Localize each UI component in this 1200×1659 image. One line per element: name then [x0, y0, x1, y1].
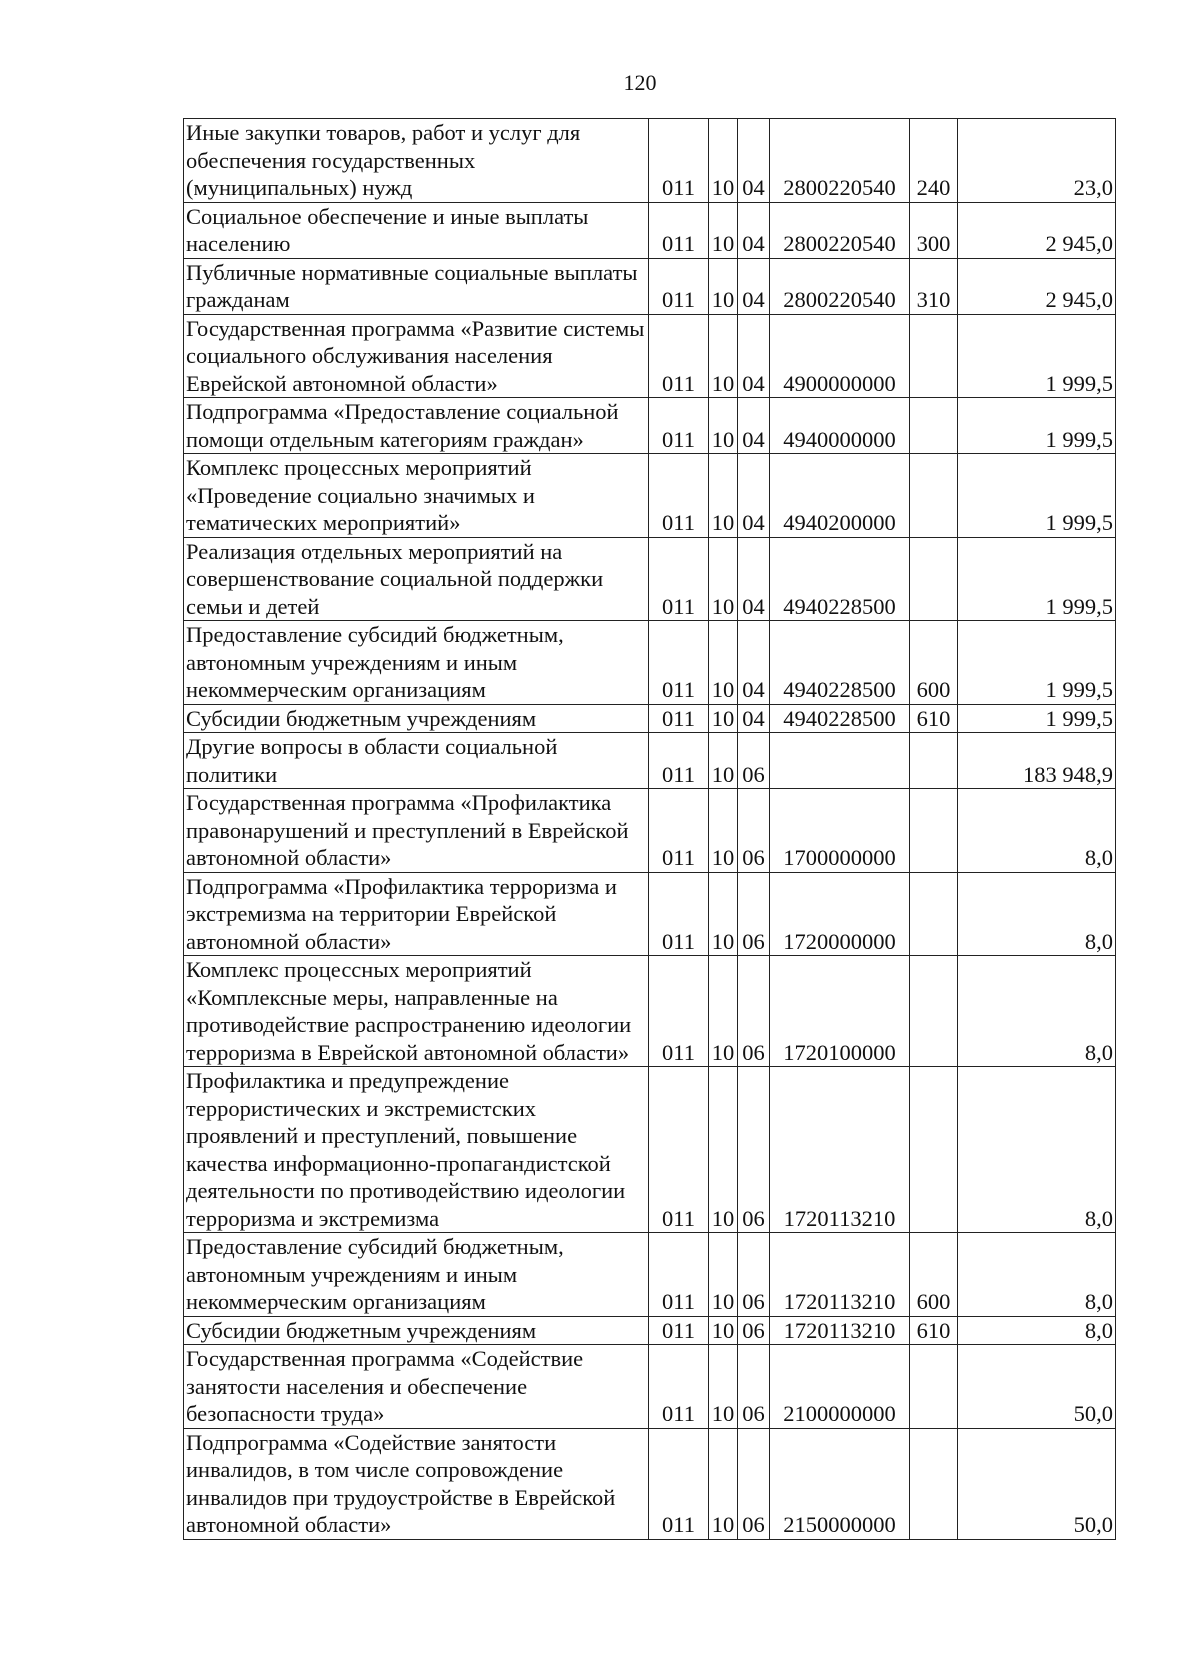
target-article-code-cell: 2150000000	[770, 1428, 910, 1539]
expense-type-code-cell: 240	[910, 119, 958, 203]
table-row	[184, 202, 1116, 258]
expense-type-code-cell	[910, 454, 958, 538]
expense-type-code-cell	[910, 956, 958, 1067]
subsection-code-cell: 04	[738, 314, 770, 398]
target-article-code-cell: 4900000000	[770, 314, 910, 398]
amount-cell: 8,0	[958, 956, 1116, 1067]
table-row	[184, 872, 1116, 956]
amount-cell: 8,0	[958, 872, 1116, 956]
ministry-code-cell: 011	[649, 454, 709, 538]
subsection-code-cell: 04	[738, 258, 770, 314]
table-row	[184, 704, 1116, 733]
section-code-cell: 10	[709, 956, 738, 1067]
section-code-cell: 10	[709, 1428, 738, 1539]
section-code-cell: 10	[709, 733, 738, 789]
item-name-cell: Субсидии бюджетным учреждениям	[184, 1316, 649, 1345]
table-row	[184, 1316, 1116, 1345]
expense-type-code-cell	[910, 1428, 958, 1539]
expense-type-code-cell	[910, 1067, 958, 1233]
subsection-code-cell: 06	[738, 1316, 770, 1345]
item-name-cell: Подпрограмма «Предоставление социальной помощи отдельным категориям граждан»	[184, 398, 649, 454]
ministry-code-cell: 011	[649, 1345, 709, 1429]
ministry-code-cell: 011	[649, 1067, 709, 1233]
section-code-cell: 10	[709, 454, 738, 538]
ministry-code-cell: 011	[649, 733, 709, 789]
expense-type-code-cell	[910, 1345, 958, 1429]
section-code-cell: 10	[709, 1067, 738, 1233]
ministry-code-cell: 011	[649, 119, 709, 203]
expense-type-code-cell: 300	[910, 202, 958, 258]
expense-type-code-cell	[910, 314, 958, 398]
table-row	[184, 789, 1116, 873]
amount-cell: 1 999,5	[958, 704, 1116, 733]
subsection-code-cell: 04	[738, 621, 770, 705]
subsection-code-cell: 06	[738, 1345, 770, 1429]
target-article-code-cell: 1720000000	[770, 872, 910, 956]
subsection-code-cell: 04	[738, 537, 770, 621]
section-code-cell: 10	[709, 621, 738, 705]
amount-cell: 8,0	[958, 789, 1116, 873]
section-code-cell: 10	[709, 1316, 738, 1345]
subsection-code-cell: 06	[738, 789, 770, 873]
amount-cell: 23,0	[958, 119, 1116, 203]
target-article-code-cell: 2100000000	[770, 1345, 910, 1429]
table-row	[184, 258, 1116, 314]
subsection-code-cell: 06	[738, 1428, 770, 1539]
subsection-code-cell: 06	[738, 1233, 770, 1317]
ministry-code-cell: 011	[649, 1316, 709, 1345]
subsection-code-cell: 04	[738, 454, 770, 538]
expense-type-code-cell	[910, 789, 958, 873]
page-number: 120	[623, 70, 657, 95]
section-code-cell: 10	[709, 1233, 738, 1317]
ministry-code-cell: 011	[649, 704, 709, 733]
section-code-cell: 10	[709, 704, 738, 733]
target-article-code-cell: 2800220540	[770, 119, 910, 203]
item-name-cell: Другие вопросы в области социальной политики	[184, 733, 649, 789]
subsection-code-cell: 06	[738, 872, 770, 956]
expense-type-code-cell: 310	[910, 258, 958, 314]
budget-table	[183, 118, 1116, 1540]
item-name-cell: Социальное обеспечение и иные выплаты населению	[184, 202, 649, 258]
subsection-code-cell: 04	[738, 202, 770, 258]
expense-type-code-cell	[910, 398, 958, 454]
target-article-code-cell: 2800220540	[770, 202, 910, 258]
table-row	[184, 537, 1116, 621]
expense-type-code-cell: 600	[910, 1233, 958, 1317]
target-article-code-cell: 1720113210	[770, 1067, 910, 1233]
target-article-code-cell: 1700000000	[770, 789, 910, 873]
target-article-code-cell: 2800220540	[770, 258, 910, 314]
amount-cell: 8,0	[958, 1316, 1116, 1345]
item-name-cell: Предоставление субсидий бюджетным, автономным учреждениям и иным некоммерческим организациям	[184, 621, 649, 705]
expense-type-code-cell: 610	[910, 704, 958, 733]
item-name-cell: Реализация отдельных мероприятий на совершенствование социальной поддержки семьи и детей	[184, 537, 649, 621]
ministry-code-cell: 011	[649, 258, 709, 314]
target-article-code-cell	[770, 733, 910, 789]
target-article-code-cell: 4940228500	[770, 621, 910, 705]
table-row	[184, 621, 1116, 705]
subsection-code-cell: 04	[738, 119, 770, 203]
amount-cell: 183 948,9	[958, 733, 1116, 789]
ministry-code-cell: 011	[649, 872, 709, 956]
table-row	[184, 1067, 1116, 1233]
table-row	[184, 956, 1116, 1067]
expense-type-code-cell: 610	[910, 1316, 958, 1345]
amount-cell: 1 999,5	[958, 621, 1116, 705]
ministry-code-cell: 011	[649, 398, 709, 454]
amount-cell: 50,0	[958, 1428, 1116, 1539]
amount-cell: 1 999,5	[958, 537, 1116, 621]
item-name-cell: Государственная программа «Профилактика правонарушений и преступлений в Еврейской автономной области»	[184, 789, 649, 873]
item-name-cell: Публичные нормативные социальные выплаты гражданам	[184, 258, 649, 314]
item-name-cell: Подпрограмма «Содействие занятости инвалидов, в том числе сопровождение инвалидов при трудоустройстве в Еврейской автономной области»	[184, 1428, 649, 1539]
item-name-cell: Предоставление субсидий бюджетным, автономным учреждениям и иным некоммерческим организациям	[184, 1233, 649, 1317]
target-article-code-cell: 1720113210	[770, 1233, 910, 1317]
section-code-cell: 10	[709, 119, 738, 203]
table-row	[184, 733, 1116, 789]
ministry-code-cell: 011	[649, 789, 709, 873]
ministry-code-cell: 011	[649, 1233, 709, 1317]
amount-cell: 2 945,0	[958, 258, 1116, 314]
section-code-cell: 10	[709, 398, 738, 454]
ministry-code-cell: 011	[649, 314, 709, 398]
amount-cell: 1 999,5	[958, 314, 1116, 398]
subsection-code-cell: 04	[738, 704, 770, 733]
table-row	[184, 1428, 1116, 1539]
expense-type-code-cell	[910, 733, 958, 789]
target-article-code-cell: 4940000000	[770, 398, 910, 454]
section-code-cell: 10	[709, 202, 738, 258]
item-name-cell: Комплекс процессных мероприятий «Комплексные меры, направленные на противодействие распространению идеологии терроризма в Еврейской автономной области»	[184, 956, 649, 1067]
amount-cell: 1 999,5	[958, 398, 1116, 454]
item-name-cell: Подпрограмма «Профилактика терроризма и экстремизма на территории Еврейской автономной области»	[184, 872, 649, 956]
item-name-cell: Государственная программа «Развитие системы социального обслуживания населения Еврейской автономной области»	[184, 314, 649, 398]
ministry-code-cell: 011	[649, 537, 709, 621]
expense-type-code-cell: 600	[910, 621, 958, 705]
item-name-cell: Иные закупки товаров, работ и услуг для обеспечения государственных (муниципальных) нужд	[184, 119, 649, 203]
amount-cell: 8,0	[958, 1067, 1116, 1233]
table-row	[184, 119, 1116, 203]
target-article-code-cell: 4940200000	[770, 454, 910, 538]
section-code-cell: 10	[709, 258, 738, 314]
ministry-code-cell: 011	[649, 621, 709, 705]
section-code-cell: 10	[709, 872, 738, 956]
section-code-cell: 10	[709, 1345, 738, 1429]
ministry-code-cell: 011	[649, 1428, 709, 1539]
amount-cell: 50,0	[958, 1345, 1116, 1429]
item-name-cell: Государственная программа «Содействие занятости населения и обеспечение безопасности труда»	[184, 1345, 649, 1429]
section-code-cell: 10	[709, 314, 738, 398]
expense-type-code-cell	[910, 537, 958, 621]
subsection-code-cell: 06	[738, 956, 770, 1067]
item-name-cell: Профилактика и предупреждение террористических и экстремистских проявлений и преступлений, повышение качества информационно-пропагандистской деятельности по противодействию идеологии терроризма и экстремизма	[184, 1067, 649, 1233]
section-code-cell: 10	[709, 789, 738, 873]
amount-cell: 1 999,5	[958, 454, 1116, 538]
target-article-code-cell: 1720113210	[770, 1316, 910, 1345]
amount-cell: 8,0	[958, 1233, 1116, 1317]
item-name-cell: Комплекс процессных мероприятий «Проведение социально значимых и тематических мероприятий»	[184, 454, 649, 538]
table-row	[184, 1233, 1116, 1317]
ministry-code-cell: 011	[649, 202, 709, 258]
subsection-code-cell: 06	[738, 733, 770, 789]
ministry-code-cell: 011	[649, 956, 709, 1067]
item-name-cell: Субсидии бюджетным учреждениям	[184, 704, 649, 733]
target-article-code-cell: 4940228500	[770, 704, 910, 733]
target-article-code-cell: 4940228500	[770, 537, 910, 621]
target-article-code-cell: 1720100000	[770, 956, 910, 1067]
section-code-cell: 10	[709, 537, 738, 621]
expense-type-code-cell	[910, 872, 958, 956]
table-row	[184, 398, 1116, 454]
subsection-code-cell: 06	[738, 1067, 770, 1233]
subsection-code-cell: 04	[738, 398, 770, 454]
table-row	[184, 454, 1116, 538]
amount-cell: 2 945,0	[958, 202, 1116, 258]
table-row	[184, 314, 1116, 398]
budget-table-body	[184, 119, 1116, 1540]
table-row	[184, 1345, 1116, 1429]
